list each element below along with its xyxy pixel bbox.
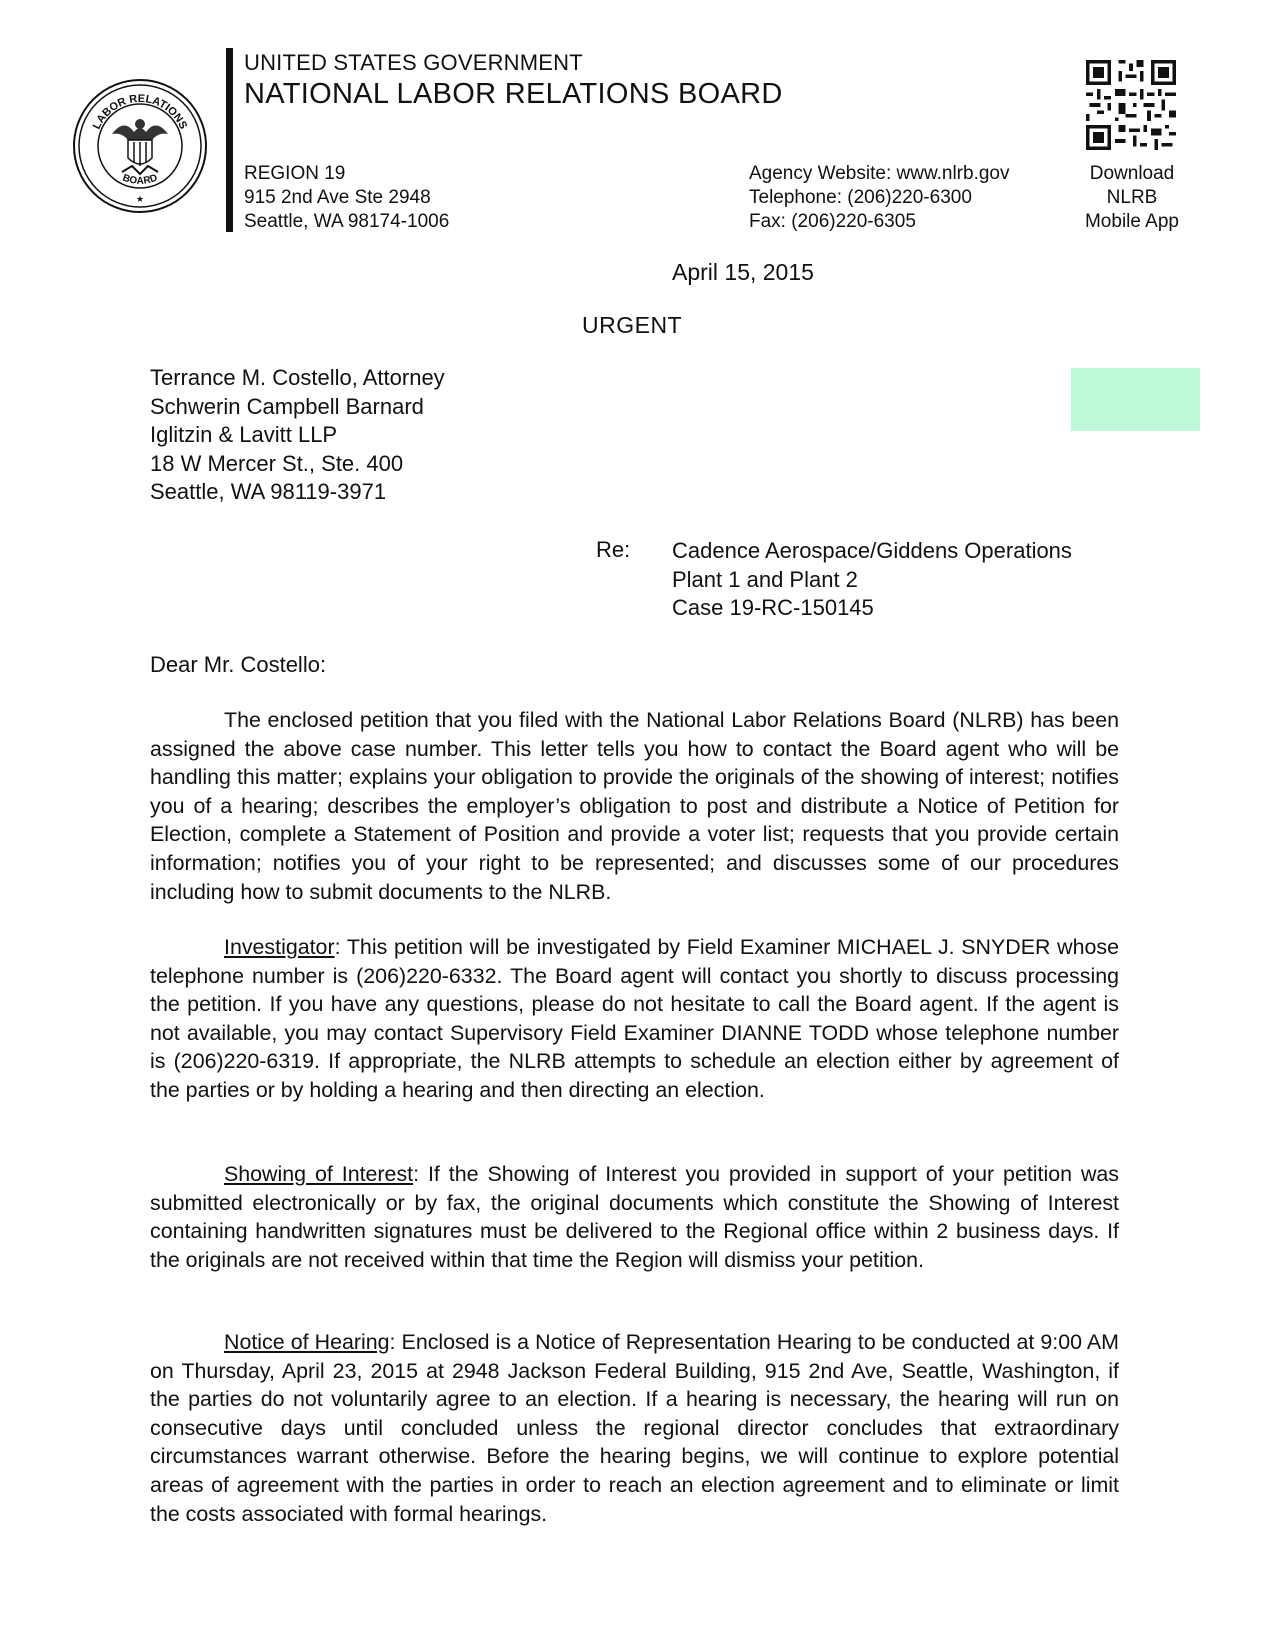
app-caption-line: Mobile App <box>1084 211 1179 232</box>
recipient-line: Schwerin Campbell Barnard <box>150 393 424 419</box>
region-address-line: 915 2nd Ave Ste 2948 <box>244 187 431 208</box>
urgency-label: URGENT <box>582 312 683 338</box>
agency-website[interactable]: Agency Website: www.nlrb.gov <box>749 163 1010 184</box>
recipient-line: 18 W Mercer St., Ste. 400 <box>150 450 404 476</box>
notice-of-hearing-heading: Notice of Hearing <box>224 1330 390 1354</box>
star-icon: ★ <box>135 194 145 204</box>
app-caption-line: NLRB <box>1106 187 1158 208</box>
app-caption-line: Download <box>1089 163 1175 184</box>
region-address <box>244 162 449 234</box>
agency-contact <box>749 162 1010 234</box>
recipient-line: Terrance M. Costello, Attorney <box>150 365 445 390</box>
re-line: Cadence Aerospace/Giddens Operations <box>672 538 1072 563</box>
recipient-line: Iglitzin & Lavitt LLP <box>150 422 338 448</box>
eagle-icon <box>112 119 168 174</box>
salutation: Dear Mr. Costello: <box>150 652 327 677</box>
investigator-paragraph <box>150 933 1119 1105</box>
qr-code-icon[interactable] <box>1086 60 1176 150</box>
government-line: UNITED STATES GOVERNMENT <box>244 50 583 75</box>
mobile-app-caption <box>1064 162 1200 234</box>
region-address-line: Seattle, WA 98174-1006 <box>244 211 450 232</box>
nlrb-seal <box>72 78 208 214</box>
seal-bottom-text: BOARD <box>121 172 159 187</box>
notice-of-hearing-paragraph <box>150 1328 1119 1528</box>
agency-fax: Fax: (206)220-6305 <box>749 211 916 232</box>
re-line: Case 19-RC-150145 <box>672 595 874 621</box>
intro-paragraph <box>150 706 1119 906</box>
agency-telephone: Telephone: (206)220-6300 <box>749 187 972 208</box>
showing-of-interest-heading: Showing of Interest <box>224 1162 414 1186</box>
investigator-heading: Investigator <box>224 935 335 959</box>
re-subject <box>672 537 1072 623</box>
showing-of-interest-text: : If the Showing of Interest you provided in support of your petition was submitted electronically or by fax, the original documents which constitute the Showing of Interest containing handwritten signatures must be delivered to the Regional office within 2 business days. If the originals are not received within that time the Region will dismiss your petition. <box>150 1162 1119 1272</box>
agency-name: NATIONAL LABOR RELATIONS BOARD <box>244 78 783 110</box>
region-address-line: REGION 19 <box>244 163 346 184</box>
recipient-line: Seattle, WA 98119-3971 <box>150 479 387 505</box>
notice-of-hearing-text: : Enclosed is a Notice of Representation Hearing to be conducted at 9:00 AM on Thursday, April 23, 2015 at 2948 Jackson Federal Building, 915 2nd Ave, Seattle, Washington, if the parties do not voluntarily agree to an election. If a hearing is necessary, the hearing will run on consecutive days until concluded unless the regional director concludes that extraordinary circumstances warrant otherwise. Before the hearing begins, we will continue to explore potential areas of agreement with the parties in order to reach an election agreement and to eliminate or limit the costs associated with formal hearings. <box>150 1330 1119 1526</box>
seal-top-text: LABOR RELATIONS <box>90 92 190 132</box>
letter-date: April 15, 2015 <box>672 259 814 285</box>
highlight-box <box>1071 368 1200 431</box>
header-divider <box>226 48 233 232</box>
recipient-address <box>150 364 445 507</box>
re-line: Plant 1 and Plant 2 <box>672 566 858 592</box>
intro-text: The enclosed petition that you filed with the National Labor Relations Board (NLRB) has been assigned the above case number. This letter tells you how to contact the Board agent who will be handling this matter; explains your obligation to provide the originals of the showing of interest; notifies you of a hearing; describes the employer’s obligation to post and distribute a Notice of Petition for Election, complete a Statement of Position and provide a voter list; requests that you provide certain information; notifies you of your right to be represented; and discusses some of our procedures including how to submit documents to the NLRB. <box>150 708 1119 904</box>
re-label: Re: <box>596 537 631 562</box>
investigator-text: : This petition will be investigated by Field Examiner MICHAEL J. SNYDER whose telephone number is (206)220-6332. The Board agent will contact you shortly to discuss processing the petition. If you have any questions, please do not hesitate to call the Board agent. If the agent is not available, you may contact Supervisory Field Examiner DIANNE TODD whose telephone number is (206)220-6319. If appropriate, the NLRB attempts to schedule an election either by agreement of the parties or by holding a hearing and then directing an election. <box>150 935 1119 1102</box>
showing-of-interest-paragraph <box>150 1160 1119 1274</box>
